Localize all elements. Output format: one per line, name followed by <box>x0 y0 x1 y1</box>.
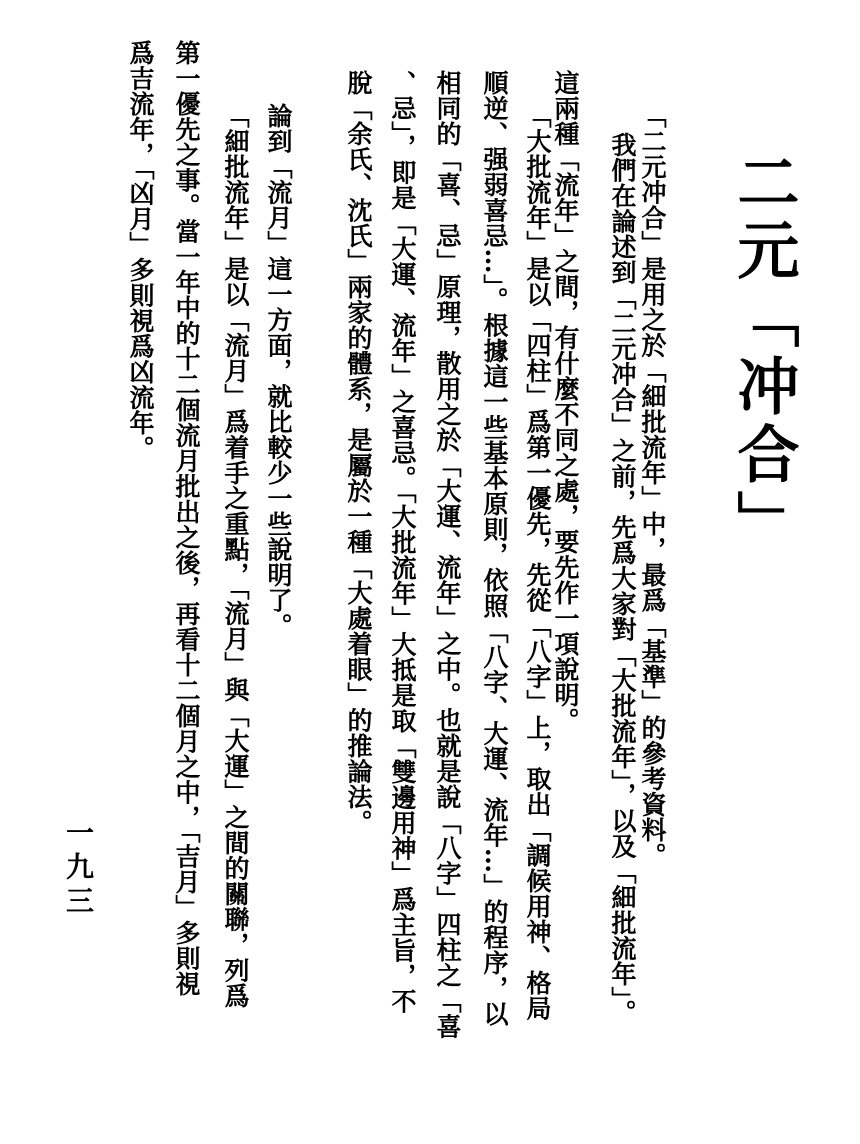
text-column-10: 「細批流年」是以「流月」爲着手之重點，「流月」與「大運」之間的關聯，列爲 <box>221 103 250 1009</box>
chapter-title: 二元「冲合」 <box>727 150 800 558</box>
text-column-6: 相同的「喜、忌」原理，散用之於「大運、流年」之中。也就是說「八字」四柱之「喜 <box>433 70 462 1039</box>
text-column-4: 「大批流年」是以「四柱」爲第一優先，先從「八字」上，取出「調候用神、格局 <box>523 103 552 1021</box>
text-column-11: 第一優先之事。當一年中的十二個流月批出之後，再看十二個月之中，「吉月」多則視 <box>172 40 201 997</box>
page-number: 一九三 <box>62 818 95 920</box>
text-column-8: 脫「余氏、沈氏」兩家的體系，是屬於一種「大處着眼」的推論法。 <box>344 70 373 835</box>
text-column-3: 這兩種「流年」之間，有什麼不同之處，要先作一項說明。 <box>551 70 580 733</box>
text-column-2: 我們在論述到「二元冲合」之前，先爲大家對「大批流年」，以及「細批流年」。 <box>608 132 637 1025</box>
text-column-7: 、忌」，即是「大運、流年」之喜忌。「大批流年」大抵是取「雙邊用神」爲主旨，不 <box>388 70 417 1014</box>
text-column-1: 「二元冲合」是用之於「細批流年」中，最爲「基準」的參考資料。 <box>638 103 667 868</box>
text-column-12: 爲吉流年，「凶月」多則視爲凶流年。 <box>126 40 155 461</box>
text-column-5: 順逆、强弱喜忌…」。根據這一些基本原則，依照「八字、大運、流年…」的程序，以 <box>480 70 509 1027</box>
text-column-9: 論到「流月」這一方面，就比較少一些說明了。 <box>264 103 293 639</box>
